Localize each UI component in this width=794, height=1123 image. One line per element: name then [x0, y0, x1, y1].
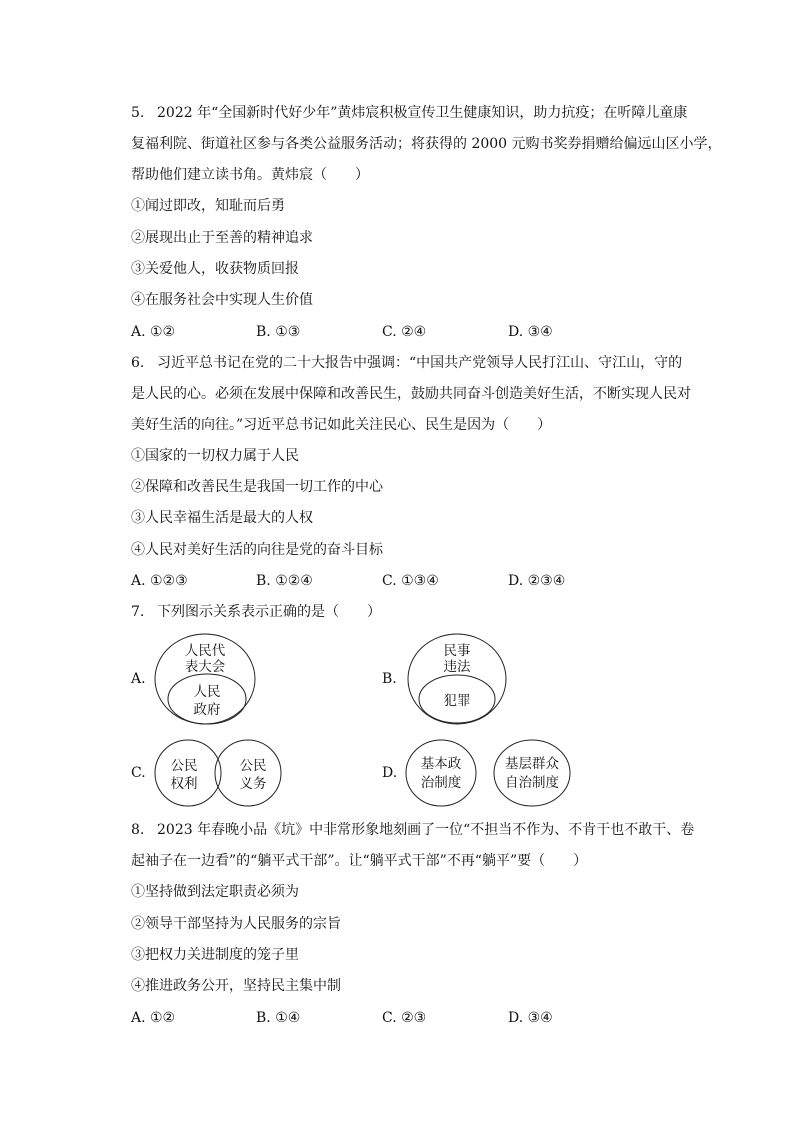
q5-choice-b: B. ①③: [256, 324, 301, 340]
q6-statement-1: ①国家的一切权力属于人民: [131, 448, 299, 464]
q7-option-a-letter: A.: [131, 671, 146, 687]
q5-stem-line-1: 5. 2022 年“全国新时代好少年”黄炜宸积极宣传卫生健康知识，助力抗疫；在听障儿童康: [131, 105, 688, 121]
q5-statement-2: ②展现出止于至善的精神追求: [131, 230, 313, 246]
q8-choice-c: C. ②③: [382, 1010, 427, 1026]
q5-statement-1: ①闻过即改，知耻而后勇: [131, 198, 285, 214]
q5-statement-3: ③关爱他人，收获物质回报: [131, 261, 299, 277]
q8-choice-a: A. ①②: [131, 1010, 176, 1026]
q7-diagram-c: [150, 737, 290, 809]
q7-a-outer-label-2: 表大会: [184, 659, 226, 675]
q8-statement-1: ①坚持做到法定职责必须为: [131, 884, 299, 900]
q7-number: 7.: [131, 604, 145, 620]
q6-statement-2: ②保障和改善民生是我国一切工作的中心: [131, 479, 383, 495]
q8-choice-d: D. ③④: [508, 1010, 553, 1026]
q8-statement-4: ④推进政务公开，坚持民主集中制: [131, 978, 341, 994]
q7-c-left-label-1: 公民: [170, 758, 198, 774]
q7-d-left-circle: [406, 740, 476, 806]
q7-a-inner-label-1: 人民: [193, 684, 221, 700]
q8-number: 8.: [131, 822, 145, 838]
q6-stem-line-2: 是人民的心。必须在发展中保障和改善民生，鼓励共同奋斗创造美好生活，不断实现人民对: [131, 386, 691, 402]
q6-stem-line-3: 美好生活的向往。”习近平总书记如此关注民心、民生是因为（ ）: [131, 417, 552, 433]
q8-statement-3: ③把权力关进制度的笼子里: [131, 947, 299, 963]
q6-choice-b: B. ①②④: [256, 573, 313, 589]
q7-option-b-letter: B.: [382, 671, 397, 687]
q5-statement-4: ④在服务社会中实现人生价值: [131, 292, 313, 308]
q8-stem-line-1: 8. 2023 年春晚小品《坑》中非常形象地刻画了一位“不担当不作为、不肯干也不敢干、卷: [131, 822, 695, 838]
q5-stem-line-2: 复福利院、街道社区参与各类公益服务活动；将获得的 2000 元购书奖券捐赠给偏远山区小学，: [131, 136, 722, 152]
q8-choice-b: B. ①④: [256, 1010, 301, 1026]
q7-b-outer-label-2: 违法: [443, 659, 471, 675]
q7-b-outer-label-1: 民事: [443, 643, 471, 659]
q7-c-right-label-1: 公民: [239, 758, 267, 774]
q6-statement-4: ④人民对美好生活的向往是党的奋斗目标: [131, 542, 383, 558]
q7-d-right-label-1: 基层群众: [505, 756, 559, 772]
q7-diagram-d: [403, 737, 583, 809]
q7-diagram-a: [150, 632, 270, 727]
q5-number: 5.: [131, 105, 145, 121]
q7-b-inner-label: 犯罪: [443, 693, 471, 709]
q6-choice-a: A. ①②③: [131, 573, 188, 589]
q5-stem-line-3: 帮助他们建立读书角。黄炜宸（ ）: [131, 167, 369, 183]
q6-number: 6.: [131, 355, 145, 371]
q5-choice-c: C. ②④: [382, 324, 427, 340]
q7-a-inner-label-2: 政府: [193, 702, 221, 718]
q7-option-d-letter: D.: [382, 765, 398, 781]
q5-choice-d: D. ③④: [508, 324, 553, 340]
q7-option-c-letter: C.: [131, 765, 146, 781]
q6-stem-line-1: 6. 习近平总书记在党的二十大报告中强调：“中国共产党领导人民打江山、守江山，守的: [131, 355, 683, 371]
q7-d-left-label-1: 基本政: [420, 756, 462, 772]
q7-c-right-label-2: 义务: [239, 776, 267, 792]
q7-d-right-label-2: 自治制度: [505, 775, 559, 791]
q7-d-right-circle: [494, 740, 570, 806]
q6-statement-3: ③人民幸福生活是最大的人权: [131, 510, 313, 526]
q6-choice-c: C. ①③④: [382, 573, 439, 589]
q8-stem-line-2: 起袖子在一边看”的“躺平式干部”。让“躺平式干部”不再“躺平”要（ ）: [131, 853, 588, 869]
q7-d-left-label-2: 治制度: [420, 775, 462, 791]
q7-c-left-label-2: 权利: [170, 776, 198, 792]
q7-a-outer-label-1: 人民代: [184, 643, 226, 659]
q8-statement-2: ②领导干部坚持为人民服务的宗旨: [131, 916, 341, 932]
q6-choice-d: D. ②③④: [508, 573, 566, 589]
q7-stem: 7. 下列图示关系表示正确的是（ ）: [131, 604, 381, 620]
q5-choice-a: A. ①②: [131, 324, 176, 340]
q7-diagram-b: [402, 632, 522, 727]
